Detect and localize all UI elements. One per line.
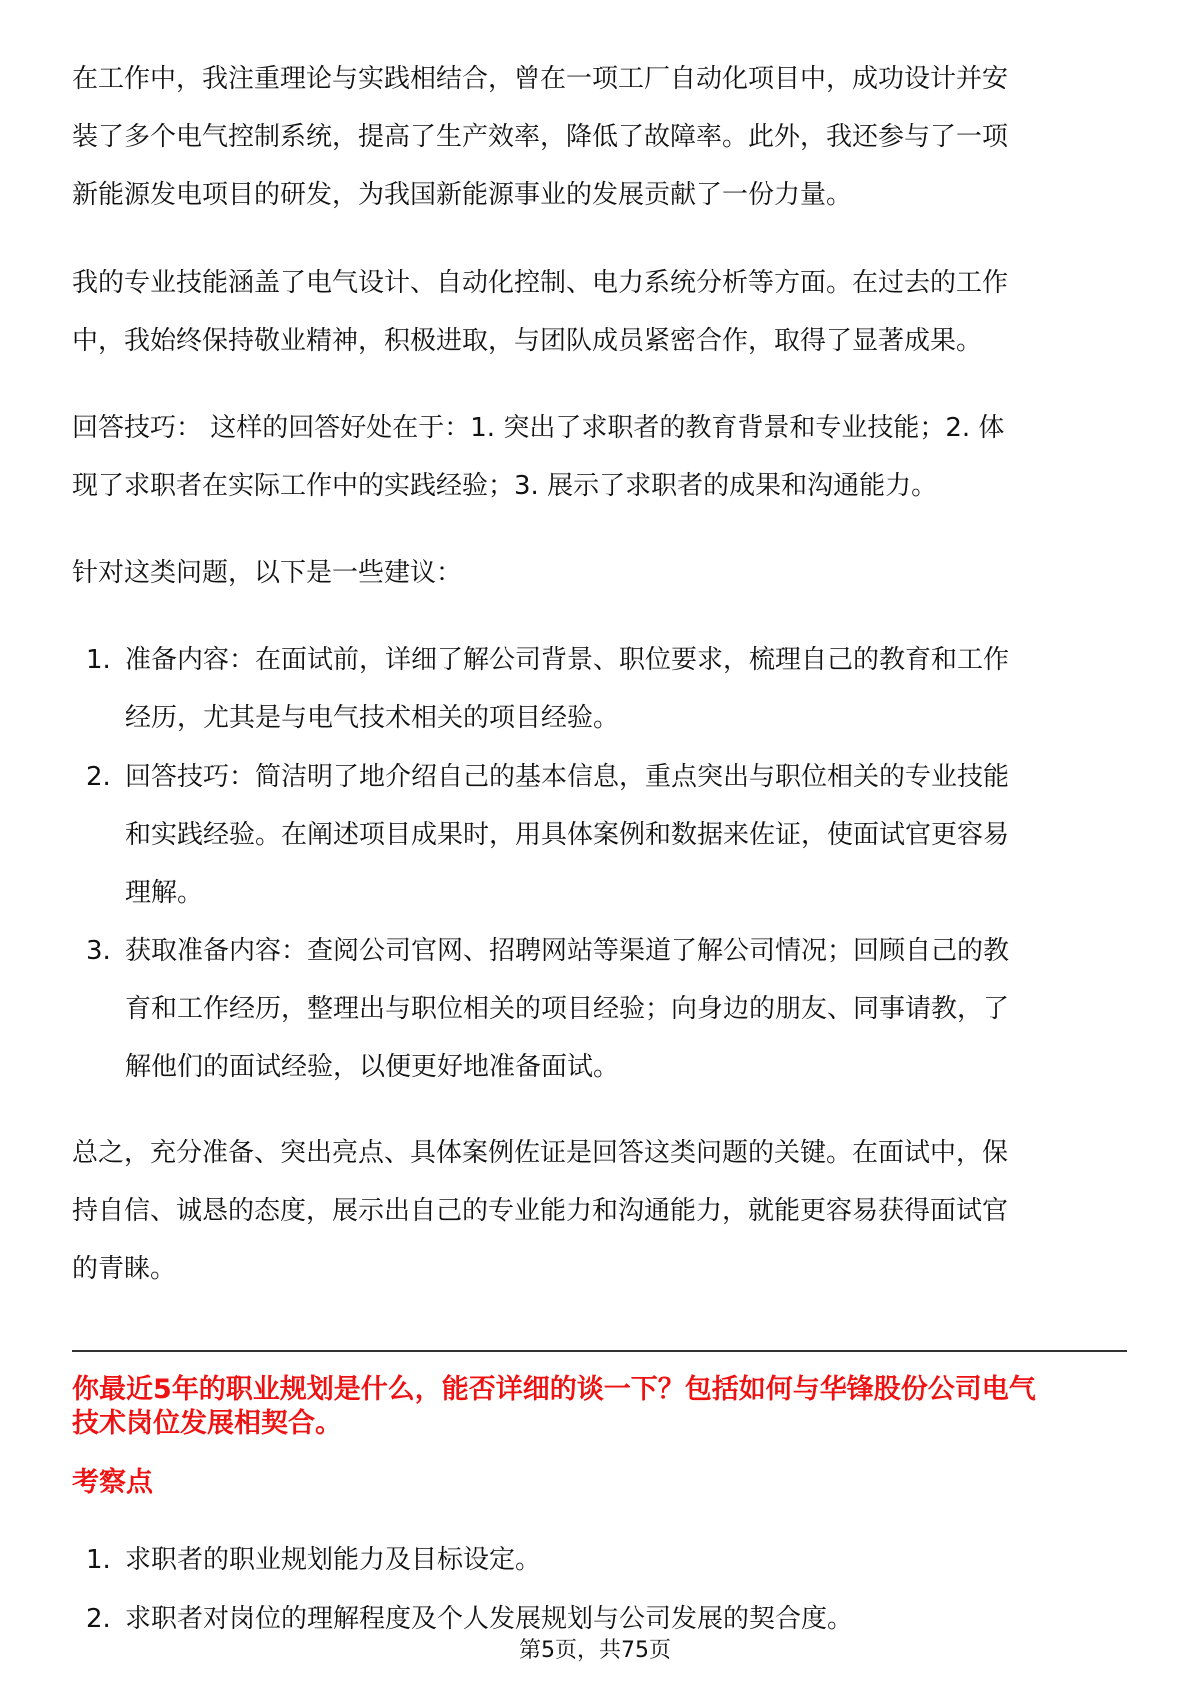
page-number: 第5页，共75页 xyxy=(519,1638,671,1663)
list-number: 1. xyxy=(86,645,111,675)
paragraph-experience xyxy=(72,50,1008,224)
text-line: 现了求职者在实际工作中的实践经验；3. 展示了求职者的成果和沟通能力。 xyxy=(72,471,938,501)
list-number: 3. xyxy=(86,936,111,966)
text-line: 求职者对岗位的理解程度及个人发展规划与公司发展的契合度。 xyxy=(125,1604,854,1634)
text-line: 解他们的面试经验，以便更好地准备面试。 xyxy=(125,1052,620,1082)
list-number: 2. xyxy=(86,762,111,792)
text-line: 求职者的职业规划能力及目标设定。 xyxy=(125,1545,542,1575)
list-number: 1. xyxy=(86,1545,111,1575)
text-line: 针对这类问题，以下是一些建议： xyxy=(72,558,463,588)
text-line: 技术岗位发展相契合。 xyxy=(72,1408,342,1439)
paragraph-conclusion xyxy=(72,1124,1008,1298)
question-heading xyxy=(72,1373,1036,1441)
text-line: 的青睐。 xyxy=(72,1254,177,1284)
text-line: 经历，尤其是与电气技术相关的项目经验。 xyxy=(125,703,620,733)
paragraph-intro xyxy=(72,544,462,602)
text-line: 获取准备内容：查阅公司官网、招聘网站等渠道了解公司情况；回顾自己的教 xyxy=(125,936,1010,966)
text-line: 总之，充分准备、突出亮点、具体案例佐证是回答这类问题的关键。在面试中，保 xyxy=(72,1138,1009,1168)
section-title: 考察点 xyxy=(72,1467,153,1498)
text-line: 你最近5年的职业规划是什么，能否详细的谈一下？包括如何与华锋股份公司电气 xyxy=(72,1374,1036,1405)
text-line: 中，我始终保持敬业精神，积极进取，与团队成员紧密合作，取得了显著成果。 xyxy=(72,326,983,356)
text-line: 回答技巧： 这样的回答好处在于：1. 突出了求职者的教育背景和专业技能；2. 体 xyxy=(72,413,1005,443)
text-line: 和实践经验。在阐述项目成果时，用具体案例和数据来佐证，使面试官更容易 xyxy=(125,820,1010,850)
divider xyxy=(72,1350,1127,1352)
text-line: 我的专业技能涵盖了电气设计、自动化控制、电力系统分析等方面。在过去的工作 xyxy=(72,268,1009,298)
text-line: 理解。 xyxy=(125,878,204,908)
text-line: 持自信、诚恳的态度，展示出自己的专业能力和沟通能力，就能更容易获得面试官 xyxy=(72,1196,1009,1226)
text-line: 在工作中，我注重理论与实践相结合，曾在一项工厂自动化项目中，成功设计并安 xyxy=(72,64,1009,94)
text-line: 育和工作经历，整理出与职位相关的项目经验；向身边的朋友、同事请教，了 xyxy=(125,994,1010,1024)
paragraph-skills xyxy=(72,254,1008,370)
paragraph-tips xyxy=(72,399,1004,515)
text-line: 装了多个电气控制系统，提高了生产效率，降低了故障率。此外，我还参与了一项 xyxy=(72,122,1009,152)
text-line: 新能源发电项目的研发，为我国新能源事业的发展贡献了一份力量。 xyxy=(72,180,853,210)
list-number: 2. xyxy=(86,1604,111,1634)
text-line: 回答技巧：简洁明了地介绍自己的基本信息，重点突出与职位相关的专业技能 xyxy=(125,762,1010,792)
text-line: 准备内容：在面试前，详细了解公司背景、职位要求，梳理自己的教育和工作 xyxy=(125,645,1010,675)
